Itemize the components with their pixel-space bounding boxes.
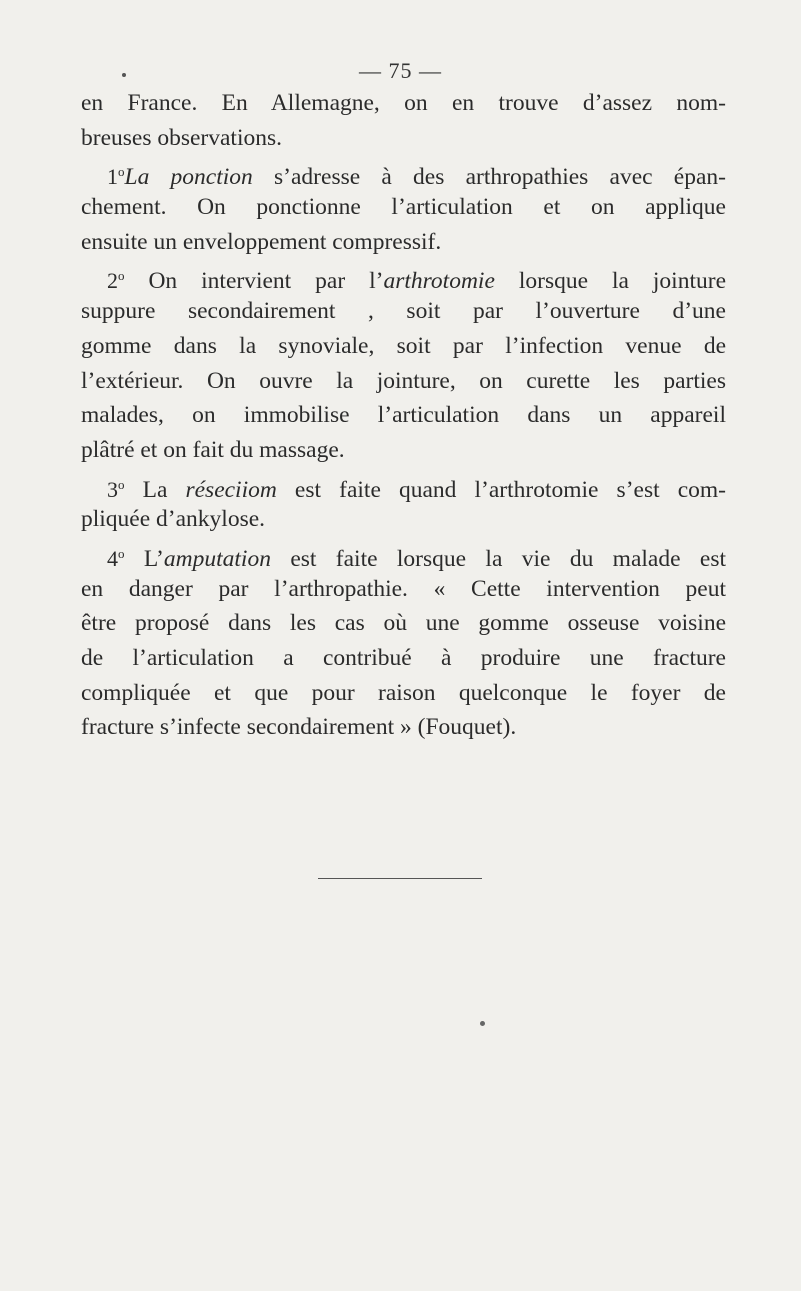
paragraph-arthrotomie bbox=[81, 259, 726, 467]
text-line: plâtré et on fait du massage. bbox=[81, 436, 345, 463]
term-amputation: amputation bbox=[163, 545, 271, 572]
ink-dot bbox=[480, 1021, 485, 1026]
page-number: — 75 — bbox=[359, 58, 442, 83]
item-number: 1$^o$ bbox=[107, 164, 125, 190]
text-line: gomme dans la synoviale, soit par l’infection venue de bbox=[81, 332, 726, 359]
text-line: malades, on immobilise l’articulation dans un appareil bbox=[81, 402, 726, 429]
item-number: 2$^o$ bbox=[107, 268, 125, 294]
item-number: 4$^o$ bbox=[107, 545, 125, 571]
text-line: ensuite un enveloppement compressif. bbox=[81, 228, 442, 255]
text-line: breuses observations. bbox=[81, 124, 283, 151]
text-line: 4$^o$ L’amputation est faite lorsque la vie du malade est bbox=[107, 545, 726, 572]
text-line: 1$^o$La ponction s’adresse à des arthropathies avec épan- bbox=[107, 164, 726, 191]
paragraph-amputation bbox=[81, 537, 726, 745]
separator-rule bbox=[318, 878, 482, 879]
body-text bbox=[81, 86, 726, 745]
text-line: l’extérieur. On ouvre la jointure, on curette les parties bbox=[81, 367, 726, 394]
text-line: en danger par l’arthropathie. « Cette intervention peut bbox=[81, 575, 726, 602]
text-line: suppure secondairement , soit par l’ouverture d’une bbox=[81, 298, 726, 325]
item-number: 3$^o$ bbox=[107, 476, 125, 502]
text-line: 2$^o$ On intervient par l’arthrotomie lorsque la jointure bbox=[107, 268, 726, 295]
ink-dot bbox=[122, 73, 126, 77]
text-line: fracture s’infecte secondairement » (Fouquet). bbox=[81, 714, 517, 741]
paragraph-resection bbox=[81, 468, 726, 537]
term-resection: réseciiom bbox=[185, 476, 277, 503]
paragraph-intro bbox=[81, 86, 726, 155]
term-arthrotomie: arthrotomie bbox=[383, 268, 495, 295]
text-line: chement. On ponctionne l’articulation et on applique bbox=[81, 194, 726, 221]
term-ponction: La ponction bbox=[124, 164, 253, 191]
text-line: de l’articulation a contribué à produire une fracture bbox=[81, 645, 726, 671]
text-line: être proposé dans les cas où une gomme osseuse voisine bbox=[81, 610, 726, 637]
paragraph-ponction bbox=[81, 155, 726, 259]
text-line: 3$^o$ La réseciiom est faite quand l’arthrotomie s’est com- bbox=[107, 476, 726, 503]
text-line: en France. En Allemagne, on en trouve d’assez nom- bbox=[81, 90, 726, 116]
text-line: pliquée d’ankylose. bbox=[81, 506, 266, 533]
text-line: compliquée et que pour raison quelconque le foyer de bbox=[81, 679, 726, 706]
